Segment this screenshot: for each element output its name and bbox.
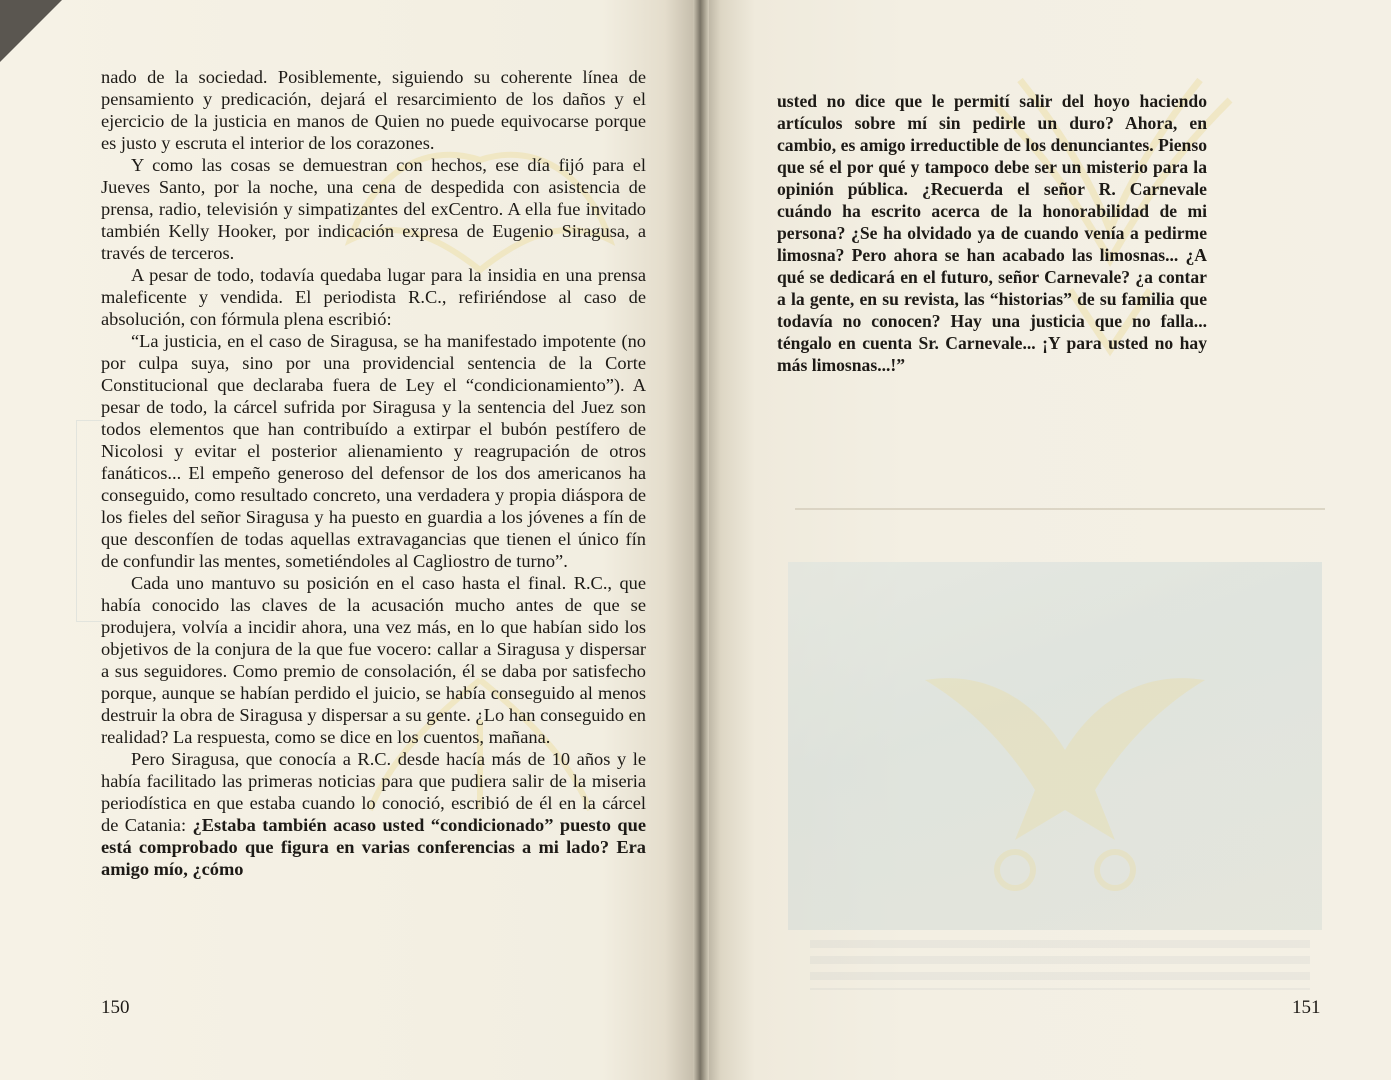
- paragraph: “La justicia, en el caso de Siragusa, se ha manifestado impotente (no por culpa suya, sino por una providencial sentencia de la Corte Constitucional que declaraba fuera de Ley el “condicionamiento”). A pesar de todo, la cárcel sufrida por Siragusa y la sentencia del Juez son todos elementos que han contribuído a extirpar el bubón pestífero de Nicolosi y evitar el posterior alienamiento y reagrupación de otros fanáticos... El empeño generoso del defensor de los dos americanos ha conseguido, como resultado concreto, una verdadera y propia diáspora de los fieles del señor Siragusa y ha puesto en guardia a los jóvenes a fín de que desconfíen de todas aquellas extravagancias que tienen el único fín de confundir las mentes, sometiéndoles al Cagliostro de turno”.: [101, 331, 646, 571]
- paragraph: [101, 748, 646, 880]
- paragraph-bold-quote: ¿Estaba también acaso usted “condicionado” puesto que está comprobado que figura en varias conferencias a mi lado? Era amigo mío, ¿cómo: [101, 815, 646, 879]
- caption-bleed-through: [810, 940, 1310, 990]
- paragraph: Cada uno mantuvo su posición en el caso hasta el final. R.C., que había conocido las claves de la acusación mucho antes de que se produjera, volvía a incidir ahora, una vez más, en lo que habían sido los objetivos de la conjura de la que fue vocero: callar a Siragusa y dispersar a sus seguidores. Como premio de consolación, él se daba por satisfecho porque, aunque se habían perdido el juicio, se había conseguido al menos destruir la obra de Siragusa y dispersar a su gente. ¿Lo han conseguido en realidad? La respuesta, como se dice en los cuentos, mañana.: [101, 573, 646, 747]
- chapter-title-bleed-through: [970, 470, 1270, 510]
- right-page-body: [777, 90, 1207, 376]
- photo-bleed-through: [788, 562, 1322, 930]
- folded-corner: [0, 0, 62, 62]
- left-page-body: [101, 66, 646, 880]
- paragraph: nado de la sociedad. Posiblemente, siguiendo su coherente línea de pensamiento y predicación, dejará el resarcimiento de los daños y el ejercicio de la justicia en manos de Quien no puede equivocarse porque es justo y escruta el interior de los corazones.: [101, 67, 646, 153]
- page-number-right: 151: [1292, 997, 1321, 1018]
- paragraph: usted no dice que le permití salir del hoyo haciendo artículos sobre mí sin pedirle un duro? Ahora, en cambio, es amigo irreductible de los denunciantes. Pienso que sé el por qué y tampoco debe ser un misterio para la opinión pública. ¿Recuerda el señor R. Carnevale cuándo ha escrito acerca de la honorabilidad de mi persona? ¿Se ha olvidado ya de cuando venía a pedirme limosna? Pero ahora se han acabado las limosnas... ¿A qué se dedicará en el futuro, señor Carnevale? ¿a contar a la gente, en su revista, las “historias” de su familia que todavía no conocen? Hay una justicia que no falla... téngalo en cuenta Sr. Carnevale... ¡Y para usted no hay más limosnas...!”: [777, 91, 1207, 375]
- book-gutter: [693, 0, 709, 1080]
- paragraph: A pesar de todo, todavía quedaba lugar para la insidia en una prensa maleficente y vendida. El periodista R.C., refiriéndose al caso de absolución, con fórmula plena escribió:: [101, 265, 646, 329]
- paragraph-text: Pero Siragusa, que conocía a R.C. desde hacía más de 10 años y le había facilitado las primeras noticias para que pudiera salir de la miseria periodística en que estaba cuando lo conoció, escribió de él en la cárcel de Catania:: [101, 749, 646, 835]
- page-number-left: 150: [101, 997, 130, 1018]
- right-page: [700, 0, 1391, 1080]
- stamp-bleed-through: [76, 420, 103, 622]
- rule-bleed-through: [795, 508, 1325, 510]
- paragraph: Y como las cosas se demuestran con hechos, ese día fijó para el Jueves Santo, por la noche, una cena de despedida con asistencia de prensa, radio, televisión y simpatizantes del exCentro. A ella fue invitado también Kelly Hooker, por indicación expresa de Eugenio Siragusa, a través de terceros.: [101, 155, 646, 263]
